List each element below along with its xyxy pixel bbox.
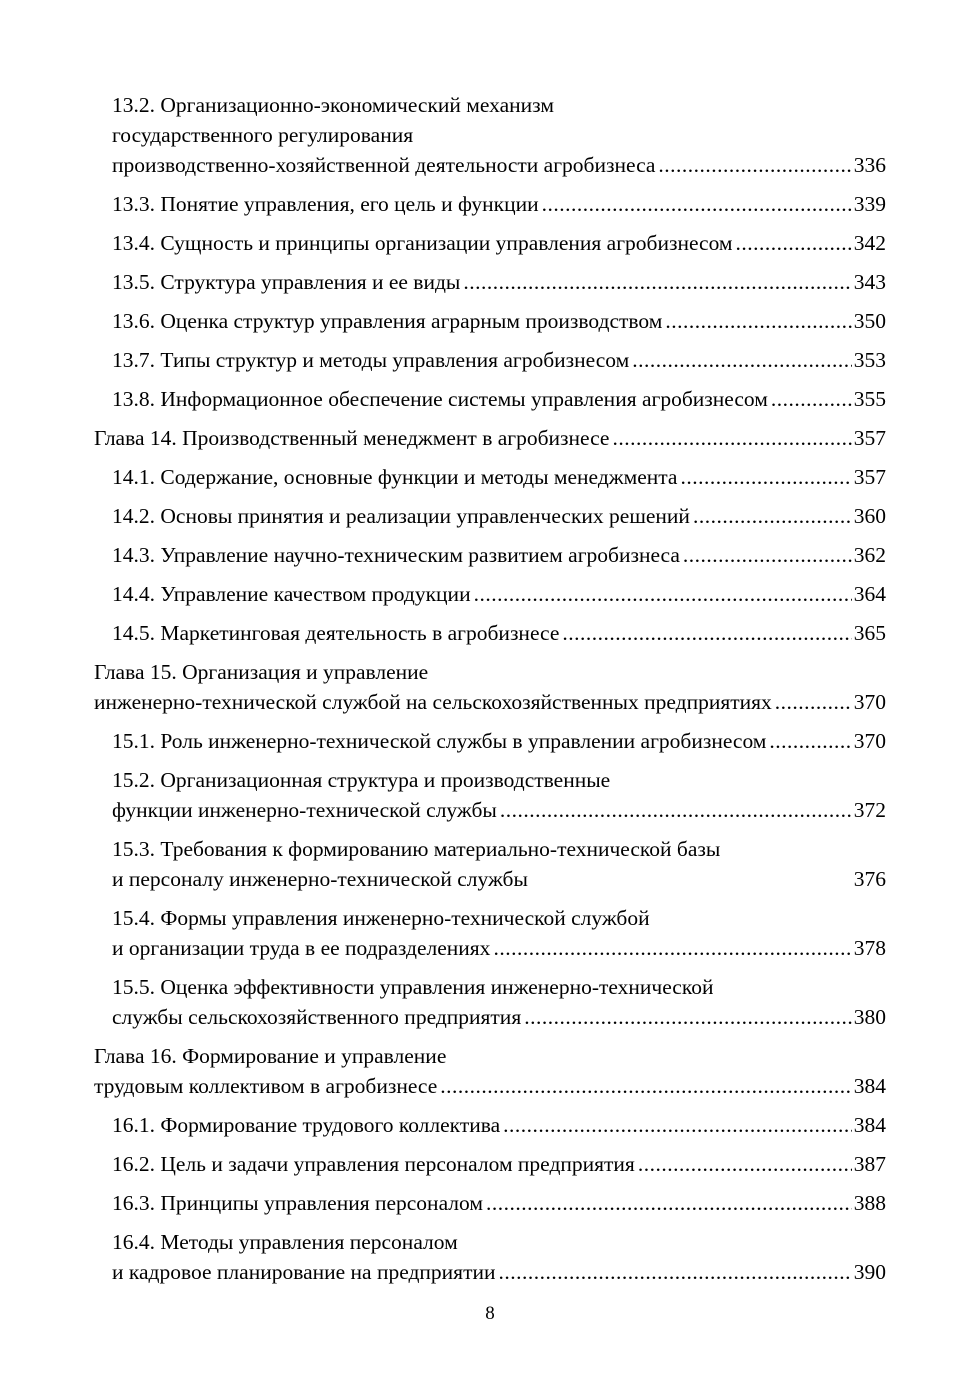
toc-entry-title: функции инженерно-технической службы xyxy=(112,798,497,822)
toc-section-entry xyxy=(94,345,886,375)
toc-entry-title: инженерно-технической службой на сельскохозяйственных предприятиях xyxy=(94,690,772,714)
toc-section-entry xyxy=(94,228,886,258)
toc-page-ref: 343 xyxy=(853,270,886,294)
toc-page-ref: 357 xyxy=(853,426,886,450)
toc-entry-title: и организации труда в ее подразделениях xyxy=(112,936,491,960)
dot-leader xyxy=(493,933,851,963)
toc-entry-final-line xyxy=(112,795,886,825)
toc-entry-title: 14.3. Управление научно-техническим развитием агробизнеса xyxy=(112,543,680,567)
toc-section-entry xyxy=(94,834,886,894)
dot-leader xyxy=(638,1149,852,1179)
toc-page-ref: 384 xyxy=(853,1113,886,1137)
page-number: 8 xyxy=(485,1303,495,1324)
toc-entry-title-line: 15.4. Формы управления инженерно-технической службой xyxy=(112,906,650,930)
toc-entry-title-line: 15.3. Требования к формированию материально-технической базы xyxy=(112,837,721,861)
toc-entry-title: 13.4. Сущность и принципы организации управления агробизнесом xyxy=(112,231,733,255)
toc-page-ref: 355 xyxy=(853,387,886,411)
toc-entry-final-line xyxy=(112,189,886,219)
toc-entry-final-line xyxy=(112,267,886,297)
toc-page-ref: 350 xyxy=(853,309,886,333)
toc-entry-final-line xyxy=(112,1002,886,1032)
dot-leader xyxy=(683,540,852,570)
toc-page-ref: 384 xyxy=(853,1074,886,1098)
toc-section-entry xyxy=(94,579,886,609)
dot-leader xyxy=(658,150,851,180)
toc-entry-title-line: Глава 16. Формирование и управление xyxy=(94,1044,447,1068)
toc-entry-title: службы сельскохозяйственного предприятия xyxy=(112,1005,522,1029)
toc-entry-final-line xyxy=(112,579,886,609)
dot-leader xyxy=(612,423,851,453)
toc-entry-title: 16.1. Формирование трудового коллектива xyxy=(112,1113,501,1137)
toc-section-entry xyxy=(94,1227,886,1287)
toc-entry-title: 13.7. Типы структур и методы управления агробизнесом xyxy=(112,348,630,372)
toc-entry-title: 15.1. Роль инженерно-технической службы в управлении агробизнесом xyxy=(112,729,767,753)
dot-leader xyxy=(503,1110,852,1140)
toc-section-entry xyxy=(94,462,886,492)
toc-entry-title-line: государственного регулирования xyxy=(112,123,414,147)
toc-entry-title: Глава 14. Производственный менеджмент в агробизнесе xyxy=(94,426,610,450)
toc-section-entry xyxy=(94,618,886,648)
toc-page-ref: 372 xyxy=(853,798,886,822)
dot-leader xyxy=(632,345,852,375)
dot-leader xyxy=(680,462,851,492)
toc-page-ref: 362 xyxy=(853,543,886,567)
table-of-contents xyxy=(94,90,886,1296)
toc-entry-final-line xyxy=(94,687,886,717)
dot-leader xyxy=(463,267,851,297)
toc-section-entry xyxy=(94,90,886,180)
toc-page-ref: 342 xyxy=(853,231,886,255)
toc-entry-final-line xyxy=(112,864,886,894)
toc-page-ref: 376 xyxy=(853,867,886,891)
toc-section-entry xyxy=(94,384,886,414)
toc-page-ref: 339 xyxy=(853,192,886,216)
toc-entry-title: трудовым коллективом в агробизнесе xyxy=(94,1074,438,1098)
toc-entry-title: 13.6. Оценка структур управления аграрным производством xyxy=(112,309,663,333)
toc-entry-final-line xyxy=(94,423,886,453)
toc-entry-final-line xyxy=(112,384,886,414)
toc-entry-title-line: 16.4. Методы управления персоналом xyxy=(112,1230,458,1254)
toc-entry-title: 16.3. Принципы управления персоналом xyxy=(112,1191,483,1215)
toc-section-entry xyxy=(94,903,886,963)
toc-page-ref: 360 xyxy=(853,504,886,528)
toc-entry-title: 16.2. Цель и задачи управления персоналом предприятия xyxy=(112,1152,635,1176)
toc-entry-final-line xyxy=(112,345,886,375)
toc-entry-final-line xyxy=(112,1110,886,1140)
toc-entry-title: 14.2. Основы принятия и реализации управленческих решений xyxy=(112,504,690,528)
toc-entry-final-line xyxy=(112,933,886,963)
toc-page-ref: 357 xyxy=(853,465,886,489)
toc-entry-title: 13.5. Структура управления и ее виды xyxy=(112,270,461,294)
toc-section-entry xyxy=(94,540,886,570)
toc-chapter-entry xyxy=(94,1041,886,1101)
toc-page-ref: 378 xyxy=(853,936,886,960)
dot-leader xyxy=(498,1257,851,1287)
toc-entry-final-line xyxy=(112,1257,886,1287)
dot-leader xyxy=(542,189,852,219)
toc-entry-title-line: Глава 15. Организация и управление xyxy=(94,660,429,684)
toc-page-ref: 370 xyxy=(853,690,886,714)
toc-entry-final-line xyxy=(112,501,886,531)
dot-leader xyxy=(769,726,851,756)
toc-section-entry xyxy=(94,726,886,756)
toc-section-entry xyxy=(94,1110,886,1140)
toc-page-ref: 388 xyxy=(853,1191,886,1215)
toc-section-entry xyxy=(94,1188,886,1218)
toc-entry-final-line xyxy=(94,1071,886,1101)
toc-entry-final-line xyxy=(112,618,886,648)
dot-leader xyxy=(693,501,852,531)
toc-chapter-entry xyxy=(94,423,886,453)
toc-page-ref: 365 xyxy=(853,621,886,645)
toc-chapter-entry xyxy=(94,657,886,717)
dot-leader xyxy=(524,1002,852,1032)
toc-entry-final-line xyxy=(112,726,886,756)
toc-section-entry xyxy=(94,1149,886,1179)
dot-leader xyxy=(474,579,852,609)
toc-entry-final-line xyxy=(112,540,886,570)
toc-page-ref: 380 xyxy=(853,1005,886,1029)
toc-entry-title: 14.5. Маркетинговая деятельность в агробизнесе xyxy=(112,621,560,645)
dot-leader xyxy=(665,306,851,336)
dot-leader xyxy=(736,228,852,258)
toc-entry-title-line: 15.2. Организационная структура и производственные xyxy=(112,768,611,792)
dot-leader xyxy=(562,618,851,648)
dot-leader xyxy=(775,687,852,717)
toc-entry-final-line xyxy=(112,1188,886,1218)
toc-entry-final-line xyxy=(112,228,886,258)
dot-leader xyxy=(500,795,852,825)
toc-entry-title: и персоналу инженерно-технической службы xyxy=(112,867,528,891)
toc-entry-title-line: 15.5. Оценка эффективности управления инженерно-технической xyxy=(112,975,714,999)
toc-entry-title: 13.8. Информационное обеспечение системы управления агробизнесом xyxy=(112,387,768,411)
dot-leader xyxy=(771,384,852,414)
toc-page-ref: 387 xyxy=(853,1152,886,1176)
toc-section-entry xyxy=(94,267,886,297)
toc-section-entry xyxy=(94,501,886,531)
toc-section-entry xyxy=(94,765,886,825)
toc-entry-title-line: 13.2. Организационно-экономический механизм xyxy=(112,93,554,117)
toc-page-ref: 364 xyxy=(853,582,886,606)
dot-leader xyxy=(486,1188,852,1218)
toc-entry-final-line xyxy=(112,1149,886,1179)
toc-section-entry xyxy=(94,306,886,336)
toc-entry-final-line xyxy=(112,306,886,336)
toc-entry-title: производственно-хозяйственной деятельности агробизнеса xyxy=(112,153,656,177)
toc-page-ref: 390 xyxy=(853,1260,886,1284)
toc-entry-title: 14.4. Управление качеством продукции xyxy=(112,582,471,606)
toc-entry-final-line xyxy=(112,462,886,492)
toc-section-entry xyxy=(94,189,886,219)
toc-entry-title: 14.1. Содержание, основные функции и методы менеджмента xyxy=(112,465,678,489)
toc-section-entry xyxy=(94,972,886,1032)
toc-entry-final-line xyxy=(112,150,886,180)
dot-leader xyxy=(440,1071,851,1101)
toc-entry-title: и кадровое планирование на предприятии xyxy=(112,1260,496,1284)
toc-entry-title: 13.3. Понятие управления, его цель и функции xyxy=(112,192,539,216)
toc-page-ref: 353 xyxy=(853,348,886,372)
toc-page-ref: 370 xyxy=(853,729,886,753)
toc-page-ref: 336 xyxy=(853,153,886,177)
